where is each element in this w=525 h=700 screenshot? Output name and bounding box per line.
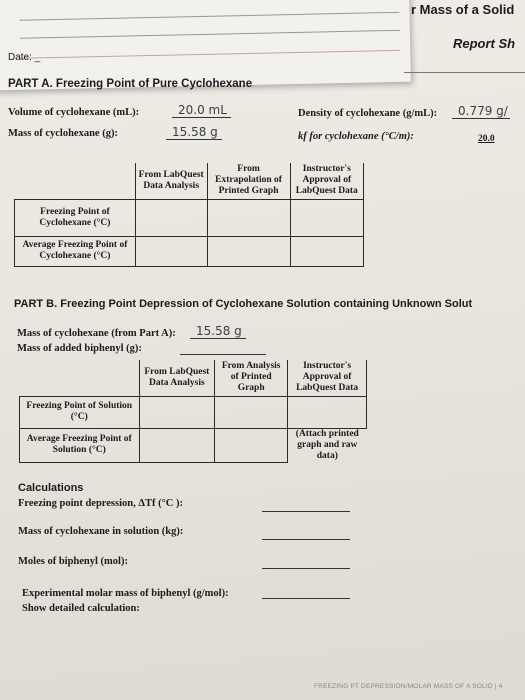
table-cell[interactable] [288, 396, 367, 428]
date-label: Date: _ [8, 52, 41, 63]
kf-label: kf for cyclohexane (°C/m): [298, 131, 414, 142]
table-row [20, 428, 367, 462]
mass-label: Mass of cyclohexane (g): [8, 128, 118, 139]
calc-mass-solution-blank[interactable] [262, 539, 350, 540]
mass-value: 15.58 g [166, 125, 222, 140]
table-cell[interactable] [139, 396, 215, 428]
volume-value: 20.0 mL [172, 103, 231, 118]
calc-moles-label: Moles of biphenyl (mol): [18, 556, 128, 567]
table-cell[interactable] [207, 236, 290, 266]
page-footer: FREEZING PT DEPRESSION/MOLAR MASS OF A SOLID | 4 [314, 683, 503, 690]
col-labquest: From LabQuest Data Analysis [139, 360, 215, 396]
calc-molar-mass-blank[interactable] [262, 598, 350, 599]
col-instructor: Instructor's Approval of LabQuest Data [290, 163, 363, 199]
col-instructor: Instructor's Approval of LabQuest Data [288, 360, 367, 396]
calc-moles-blank[interactable] [262, 568, 350, 569]
calculations-heading: Calculations [18, 482, 84, 494]
part-b-heading: PART B. Freezing Point Depression of Cyclohexane Solution containing Unknown Solut [14, 298, 473, 310]
table-cell[interactable] [290, 199, 363, 236]
row-freezing-point: Freezing Point of Cyclohexane (°C) [15, 199, 136, 236]
calc-molar-mass-label: Experimental molar mass of biphenyl (g/mol): [22, 588, 229, 599]
col-labquest: From LabQuest Data Analysis [135, 163, 207, 199]
table-cell[interactable] [290, 236, 363, 266]
previous-page-overlay [0, 0, 411, 90]
table-row [20, 396, 367, 428]
density-label: Density of cyclohexane (g/mL): [298, 108, 438, 119]
calc-freezing-depression-label: Freezing point depression, ΔTf (°C ): [18, 498, 183, 509]
mass-biphenyl-blank[interactable] [180, 354, 266, 355]
table-cell[interactable] [139, 428, 215, 462]
table-cell[interactable] [207, 199, 290, 236]
report-title: r Mass of a Solid [411, 2, 515, 17]
table-row [15, 199, 364, 236]
part-a-heading: PART A. Freezing Point of Pure Cyclohexane [8, 78, 253, 90]
table-cell[interactable] [135, 236, 207, 266]
table-corner [15, 163, 136, 199]
table-corner [20, 360, 140, 396]
calc-freezing-depression-blank[interactable] [262, 511, 350, 512]
calc-mass-solution-label: Mass of cyclohexane in solution (kg): [18, 526, 184, 537]
part-b-table [19, 360, 367, 463]
kf-value: 20.0 [478, 134, 495, 144]
volume-label: Volume of cyclohexane (mL): [8, 107, 140, 118]
table-cell[interactable] [215, 396, 288, 428]
mass-biphenyl-label: Mass of added biphenyl (g): [17, 343, 142, 354]
row-average-freezing-point-solution: Average Freezing Point of Solution (°C) [20, 428, 140, 462]
table-cell[interactable] [215, 428, 288, 462]
col-extrapolation: From Extrapolation of Printed Graph [207, 163, 290, 199]
part-a-table [14, 163, 364, 267]
header-rule [404, 72, 525, 73]
row-freezing-point-solution: Freezing Point of Solution (°C) [20, 396, 140, 428]
mass-cyclohexane-value: 15.58 g [190, 324, 246, 339]
table-row [15, 236, 364, 266]
mass-cyclohexane-label: Mass of cyclohexane (from Part A): [17, 328, 176, 339]
report-subtitle: Report Sh [453, 36, 516, 51]
density-value: 0.779 g/ [452, 104, 510, 119]
attach-note: (Attach printed graph and raw data) [295, 428, 359, 461]
row-average-freezing-point: Average Freezing Point of Cyclohexane (°C) [15, 236, 136, 266]
col-graph-analysis: From Analysis of Printed Graph [215, 360, 288, 396]
table-cell[interactable] [135, 199, 207, 236]
show-work-label: Show detailed calculation: [22, 603, 140, 614]
